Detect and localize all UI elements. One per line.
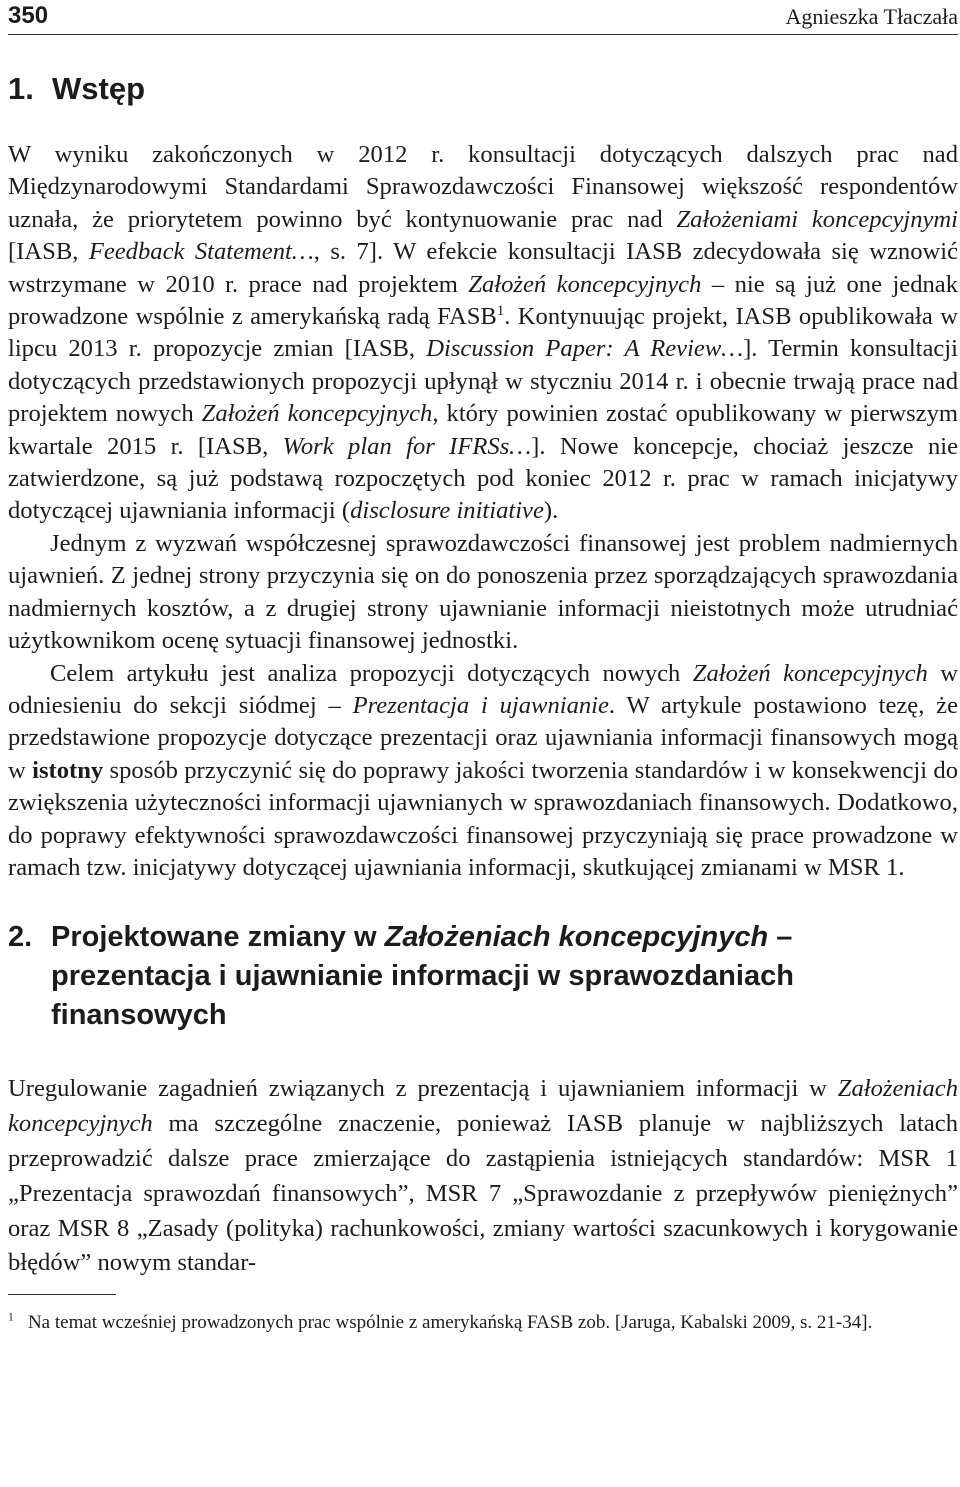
italic-term: Założeń koncepcyjnych xyxy=(692,659,928,687)
text-run: , s. 7]. W efekcie konsultacji IASB zdecydowała się wznowić wstrzymane w 2010 r. prace nad projektem xyxy=(8,238,959,298)
italic-citation: Work plan for IFRSs… xyxy=(282,432,532,460)
text-run: . W artykule postawiono tezę, że przedstawione propozycje dotyczące prezentacji oraz ujawniania informacji finansowych mogą w xyxy=(8,691,958,784)
text-run: . Kontynuując projekt, IASB opublikowała w lipcu 2013 r. propozycje zmian [IASB, xyxy=(8,303,958,363)
text-run: ]. Nowe koncepcje, chociaż jeszcze nie zatwierdzone, są już podstawą rozpoczętych pod koniec 2012 r. prac w ramach inicjatywy dotyczącej ujawniania informacji ( xyxy=(8,432,958,525)
text-run: ]. Termin konsultacji dotyczących przedstawionych propozycji upłynął w styczniu 2014 r. i obecnie trwają prace nad projektem nowych xyxy=(8,335,958,428)
running-header xyxy=(8,0,958,35)
text-run: , który powinien zostać opublikowany w pierwszym kwartale 2015 r. [IASB, xyxy=(8,400,959,460)
text-run: [IASB, xyxy=(8,238,89,266)
text-run: Jednym z wyzwań współczesnej sprawozdawczości finansowej jest problem nadmiernych ujawnień. Z jednej strony przyczynia się on do ponoszenia przez sporządzających sprawozdania nadmiernych kosztów, a z drugiej strony ujawnianie informacji nieistotnych może utrudniać użytkownikom ocenę sytuacji finansowej jednostki. xyxy=(8,529,958,655)
footnote-text: Na temat wcześniej prowadzonych prac wspólnie z amerykańską FASB zob. [Jaruga, Kabalski 2009, s. 21-34]. xyxy=(27,1312,873,1334)
footnote xyxy=(8,1309,958,1336)
section-2-body xyxy=(8,1072,958,1281)
paragraph-article-aim xyxy=(8,658,958,885)
text-run: Celem artykułu jest analiza propozycji dotyczących nowych xyxy=(50,659,693,687)
text-run: – nie są już one jednak prowadzone wspólnie z amerykańską radą FASB xyxy=(8,270,958,331)
section-1-title: Wstęp xyxy=(52,71,145,106)
paragraph-disclosure-problem xyxy=(8,528,958,658)
text-run: sposób przyczynić się do poprawy jakości tworzenia standardów i w konsekwencji do zwiększenia użyteczności informacji ujawnianych w sprawozdaniach finansowych. Dodatkowo, do poprawy efektywności sprawozdawczości finansowej przyczyniają się prace prowadzone w ramach tzw. inicjatywy dotyczącej ujawniania informacji, skutkującej zmianami w MSR 1. xyxy=(8,756,958,881)
italic-term: Założeniach koncepcyjnych xyxy=(8,1075,958,1138)
footnote-marker: 1 xyxy=(8,1311,14,1324)
italic-term: Założeń koncepcyjnych xyxy=(201,400,433,428)
italic-term: Założeń koncepcyjnych xyxy=(468,270,702,298)
page xyxy=(8,0,958,1336)
running-author: Agnieszka Tłaczała xyxy=(785,4,958,29)
footnote-ref[interactable]: 1 xyxy=(496,302,505,319)
italic-term: Założeniami koncepcyjnymi xyxy=(676,205,959,233)
title-run: – prezentacja i ujawnianie informacji w sprawozdaniach finansowych xyxy=(51,921,794,1032)
section-1-number: 1. xyxy=(8,71,34,106)
section-2-title xyxy=(51,918,958,1035)
bold-term: istotny xyxy=(32,756,104,784)
title-run: Projektowane zmiany w xyxy=(51,921,385,954)
paragraph-intro xyxy=(8,139,958,528)
section-1-heading xyxy=(8,71,958,107)
italic-term: Prezentacja i ujawnianie xyxy=(352,691,609,719)
text-run: w odniesieniu do sekcji siódmej – xyxy=(8,659,958,719)
text-run: ma szczególne znaczenie, ponieważ IASB planuje w najbliższych latach przeprowadzić dalsze prace zmierzające do zastąpienia istniejących standardów: MSR 1 „Prezentacja sprawozdań finansowych”, MSR 7 „Sprawozdanie z przepływów pieniężnych” oraz MSR 8 „Zasady (polityka) rachunkowości, zmiany wartości szacunkowych i korygowanie błędów” nowym standar- xyxy=(8,1110,958,1277)
paragraph-regulation xyxy=(8,1072,958,1281)
page-number: 350 xyxy=(8,2,49,29)
section-1-body xyxy=(8,139,958,884)
italic-term: disclosure initiative xyxy=(350,497,544,525)
text-run: W wyniku zakończonych w 2012 r. konsultacji dotyczących dalszych prac nad Międzynarodowymi Standardami Sprawozdawczości Finansowej większość respondentów uznała, że priorytetem powinno być kontynuowanie prac nad xyxy=(8,141,958,233)
text-run: ). xyxy=(543,497,559,525)
italic-citation: Discussion Paper: A Review… xyxy=(426,335,744,363)
title-italic-run: Założeniach koncepcyjnych xyxy=(384,921,769,954)
italic-citation: Feedback Statement… xyxy=(88,238,314,266)
section-2-heading xyxy=(8,918,958,1035)
footnote-divider xyxy=(8,1294,116,1295)
section-2-number: 2. xyxy=(8,921,33,954)
text-run: Uregulowanie zagadnień związanych z prezentacją i ujawnianiem informacji w xyxy=(8,1075,838,1103)
